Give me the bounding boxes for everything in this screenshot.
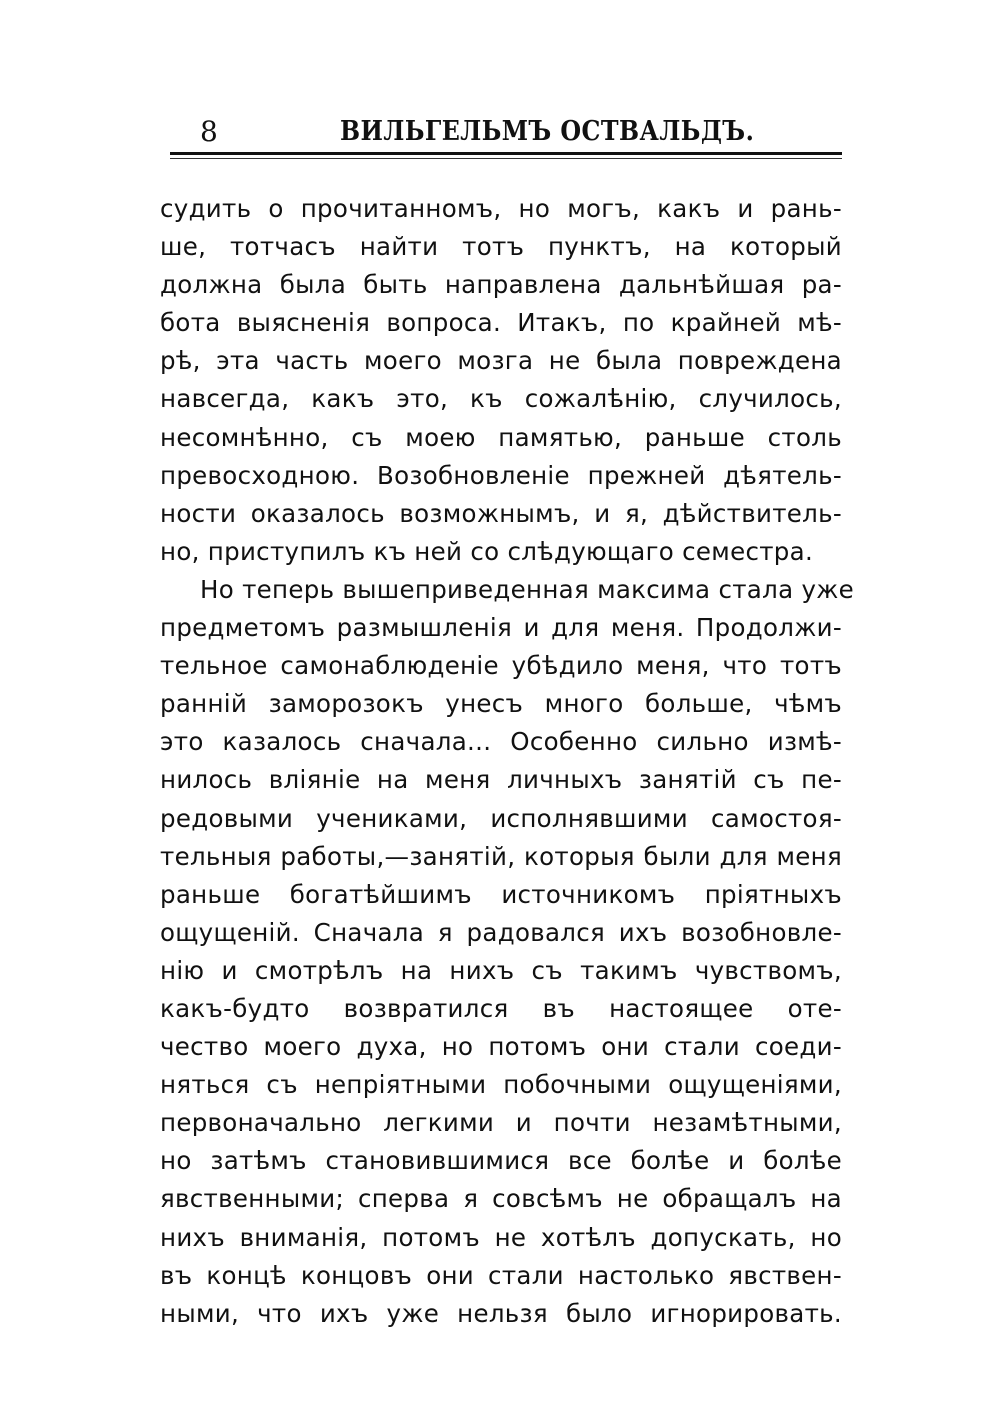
text-line: раньше богатѣйшимъ источникомъ пріятныхъ (160, 879, 842, 909)
text-line: навсегда, какъ это, къ сожалѣнію, случилось, (160, 384, 842, 414)
text-line: ше, тотчасъ найти тотъ пунктъ, на который (160, 232, 842, 262)
text-line: чество моего духа, но потомъ они стали соеди- (160, 1032, 842, 1062)
text-line: должна была быть направлена дальнѣйшая ра- (160, 270, 842, 300)
text-line: редовыми учениками, исполнявшими самостоя- (160, 803, 842, 833)
text-line: тельное самонаблюденіе убѣдило меня, что тотъ (160, 651, 842, 681)
text-line: няться съ непріятными побочными ощущеніями, (160, 1070, 842, 1100)
text-line: рѣ, эта часть моего мозга не была повреждена (160, 346, 842, 376)
text-line: но, приступилъ къ ней со слѣдующаго семестра. (160, 536, 814, 566)
body-text (160, 190, 855, 1333)
header-rule (170, 152, 842, 155)
text-line: несомнѣнно, съ моею памятью, раньше столь (160, 422, 842, 452)
text-line: ными, что ихъ уже нельзя было игнорировать. (160, 1298, 842, 1328)
text-line: тельныя работы,—занятій, которыя были для меня (160, 841, 842, 871)
text-line: ранній заморозокъ унесъ много больше, чѣмъ (160, 689, 842, 719)
text-line: нію и смотрѣлъ на нихъ съ такимъ чувствомъ, (160, 955, 842, 985)
text-line: нилось вліяніе на меня личныхъ занятій съ пе- (160, 765, 842, 795)
text-line: какъ-будто возвратился въ настоящее оте- (160, 993, 842, 1023)
page-header (170, 108, 842, 148)
text-line: нихъ вниманія, потомъ не хотѣлъ допускать, но (160, 1222, 842, 1252)
paragraph-first-line: Но теперь вышеприведенная максима стала уже (200, 574, 855, 604)
page-number: 8 (200, 115, 218, 148)
text-line: ощущеній. Сначала я радовался ихъ возобновле- (160, 917, 842, 947)
header-rule-thin (170, 158, 842, 159)
text-line: судить о прочитанномъ, но могъ, какъ и рань- (160, 194, 842, 223)
text-line: но затѣмъ становившимися все болѣе и болѣе (160, 1146, 842, 1176)
text-line: въ концѣ концовъ они стали настолько явствен- (160, 1260, 842, 1290)
text-line: предметомъ размышленія и для меня. Продолжи- (160, 613, 842, 643)
text-line: первоначально легкими и почти незамѣтными, (160, 1108, 842, 1138)
text-line: бота выясненія вопроса. Итакъ, по крайней мѣ- (160, 308, 842, 338)
text-line: это казалось сначала... Особенно сильно измѣ- (160, 727, 842, 757)
text-line: ности оказалось возможнымъ, и я, дѣйствитель- (160, 498, 842, 528)
running-title: ВИЛЬГЕЛЬМЪ ОСТВАЛЬДЪ. (340, 116, 755, 147)
text-line: явственными; сперва я совсѣмъ не обращалъ на (160, 1184, 842, 1214)
text-line: превосходною. Возобновленіе прежней дѣятель- (160, 460, 842, 490)
